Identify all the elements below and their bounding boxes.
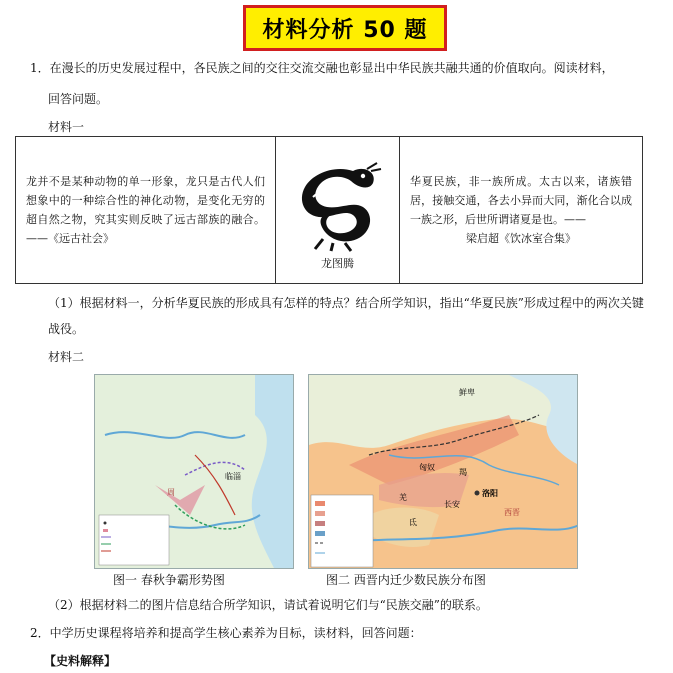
map2-label-xianbei: 鲜卑 <box>459 388 475 397</box>
map1-caption: 图一 春秋争霸形势图 <box>113 573 225 587</box>
map1-graphic <box>95 375 294 569</box>
map2-label-luoyang: 洛阳 <box>482 489 498 498</box>
map2-label-di: 氐 <box>409 518 417 527</box>
left-quote-cell <box>16 137 276 284</box>
left-quote <box>16 172 275 248</box>
right-quote-cell <box>400 137 643 284</box>
title-banner <box>243 5 447 51</box>
map2-caption: 图二 西晋内迁少数民族分布图 <box>326 573 486 587</box>
material1-table <box>15 136 643 284</box>
page-title: 材料分析 50 题 <box>262 17 428 43</box>
right-quote-source: 梁启超《饮冰室合集》 <box>466 232 576 245</box>
subquestion1: （1）根据材料一，分析华夏民族的形成具有怎样的特点？结合所学知识，指出“华夏民族”形成过程中的两次关键战役。 <box>48 296 644 336</box>
map2-label-changan: 长安 <box>444 500 460 509</box>
material2-label: 材料二 <box>48 350 85 364</box>
map2-graphic <box>309 375 578 569</box>
subquestion2: （2）根据材料二的图片信息结合所学知识，请试着说明它们与“民族交融”的联系。 <box>48 598 488 612</box>
map2-label-xiongnu: 匈奴 <box>419 463 435 472</box>
dragon-cell <box>276 137 400 284</box>
right-quote <box>400 172 642 248</box>
map2-label-jie: 羯 <box>459 468 467 477</box>
spring-autumn-map <box>94 374 294 569</box>
section-header: 【史料解释】 <box>44 654 117 668</box>
dragon-totem-icon <box>293 161 383 253</box>
map2-label-xijin: 西晋 <box>504 508 520 517</box>
question1-stem-line1: 1．在漫长的历史发展过程中，各民族之间的交往交流交融也彰显出中华民族共融共通的价值取向。阅读材料， <box>30 61 614 75</box>
map1-label-zhou: 周 <box>167 488 175 497</box>
dragon-caption: 龙图腾 <box>321 257 354 270</box>
right-quote-text: 华夏民族，非一族所成。太古以来，诸族错居，接触交通，各去小异而大同，渐化合以成一族之形，后世所谓诸夏是也。—— <box>410 175 632 226</box>
map2-label-qiang: 羌 <box>399 493 407 502</box>
question1-stem-line2: 回答问题。 <box>48 92 109 106</box>
material1-label: 材料一 <box>48 120 85 134</box>
map1-label-linzi: 临淄 <box>225 472 241 481</box>
question2-stem: 2．中学历史课程将培养和提高学生核心素养为目标，读材料，回答问题： <box>30 626 422 640</box>
western-jin-map <box>308 374 578 569</box>
left-quote-text: 龙并不是某种动物的单一形象，龙只是古代人们想象中的一种综合性的神化动物，是变化无穷的超自然之物，究其实则反映了远古部族的融合。 <box>26 175 265 226</box>
left-quote-source: ——《远古社会》 <box>26 232 114 245</box>
